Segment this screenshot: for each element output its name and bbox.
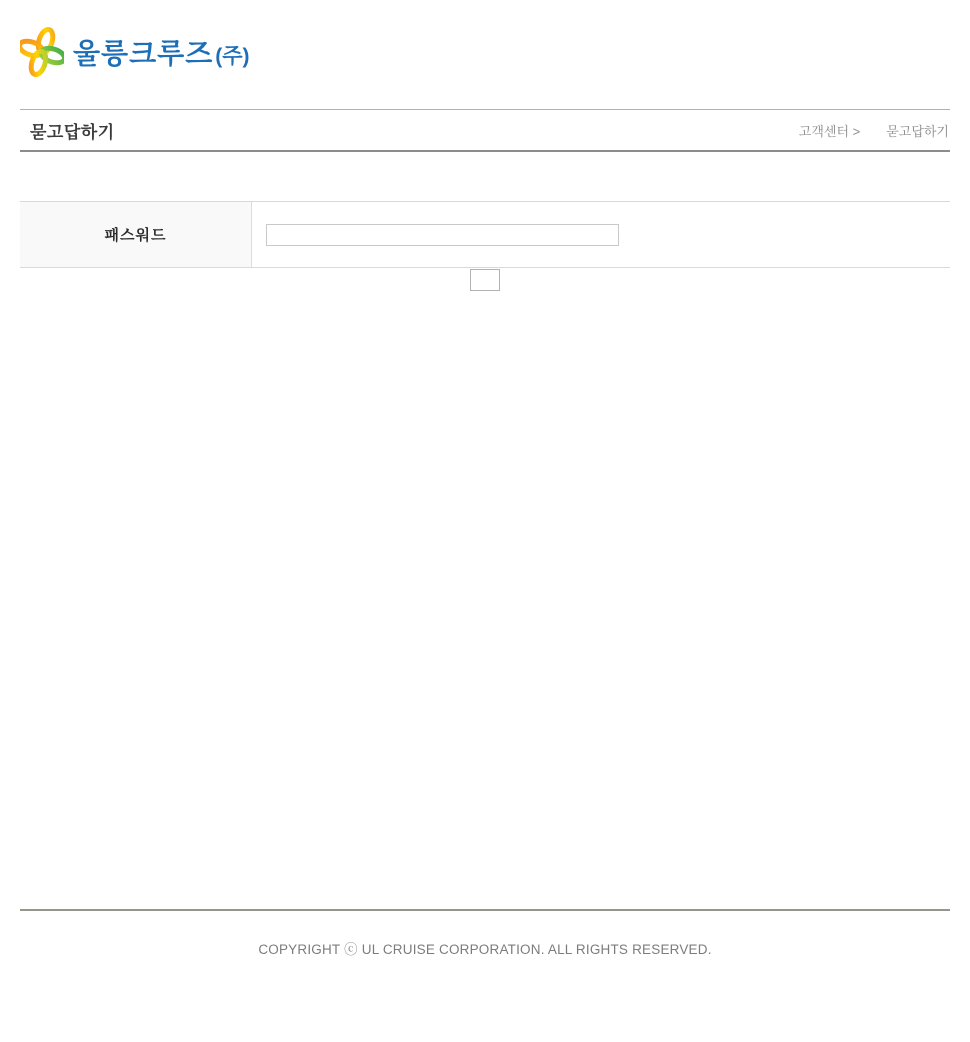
password-input[interactable] [266,224,619,246]
submit-button[interactable] [470,269,500,291]
copyright-text: COPYRIGHT ⓒ UL CRUISE CORPORATION. ALL RIGHTS RESERVED. [258,942,712,957]
breadcrumb-item-customer-center[interactable]: 고객센터 > [798,123,861,139]
logo[interactable] [20,26,250,78]
logo-company-name: 울릉크루즈 [73,38,214,69]
logo-text [73,32,250,72]
pinwheel-flower-icon [20,26,64,78]
footer-divider [20,909,950,911]
password-form [20,201,950,268]
breadcrumb-item-qna[interactable]: 묻고답하기 [886,123,949,139]
password-label: 패스워드 [104,227,167,244]
password-label-cell [20,202,252,267]
breadcrumb [799,121,950,140]
page-title: 묻고답하기 [30,122,115,142]
password-form-row [20,201,950,268]
titlebar [20,109,950,152]
logo-company-suffix: (주) [215,45,250,68]
password-input-cell [252,202,950,267]
